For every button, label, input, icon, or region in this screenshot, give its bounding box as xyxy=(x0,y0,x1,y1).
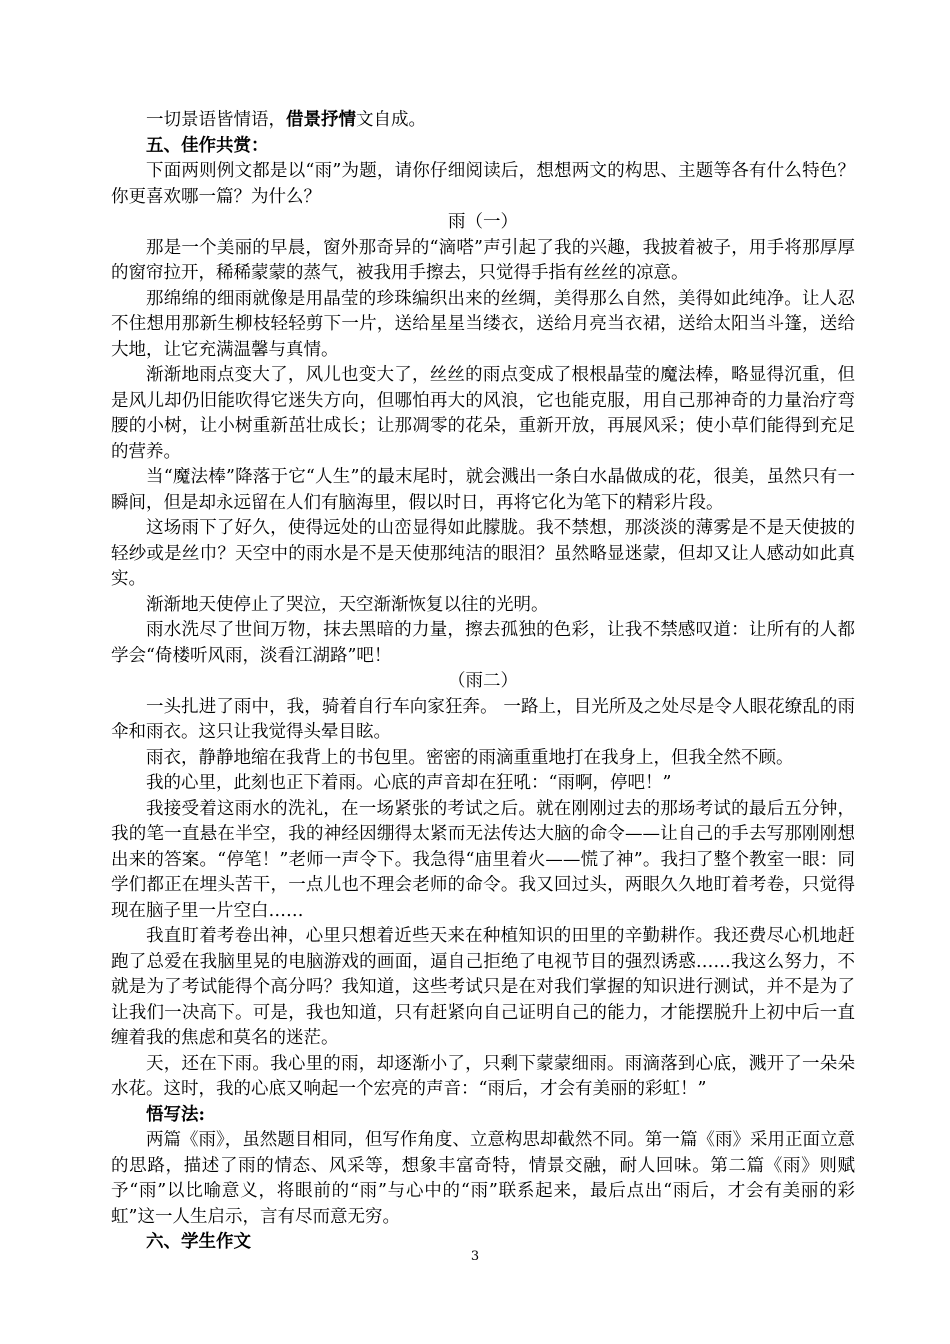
essay2-paragraph: 我的心里，此刻也正下着雨。心底的声音却在狂吼：“雨啊，停吧！” xyxy=(146,773,672,793)
essay1-paragraph: 那绵绵的细雨就像是用晶莹的珍珠编织出来的丝绸，美得那么自然，美得如此纯净。让人忍不住想用那新生柳枝轻轻剪下一片，送给星星当缕衣，送给月亮当衣裙，送给太阳当斗篷，送给大地，让它充满温馨与真情。 xyxy=(111,288,855,360)
section6-heading: 六、学生作文 xyxy=(146,1232,251,1252)
essay1-paragraph: 当“魔法棒”降落于它“人生”的最末尾时，就会溅出一条白水晶做成的花，很美，虽然只有一瞬间，但是却永远留在人们有脑海里，假以时日，再将它化为笔下的精彩片段。 xyxy=(111,467,855,513)
intro-line xyxy=(111,108,855,134)
essay1-paragraph: 渐渐地雨点变大了，风儿也变大了，丝丝的雨点变成了根根晶莹的魔法棒，略显得沉重，但是风儿却仍旧能吹得它迷失方向，但哪怕再大的风浪，它也能克服，用自己那神奇的力量治疗弯腰的小树，让小树重新茁壮成长；让那凋零的花朵，重新开放，再展风采；使小草们能得到充足的营养。 xyxy=(111,365,855,462)
essay1-title: 雨（一） xyxy=(448,212,518,232)
essay2-paragraph: 天，还在下雨。我心里的雨，却逐渐小了，只剩下蒙蒙细雨。雨滴落到心底，溅开了一朵朵水花。这时，我的心底又响起一个宏亮的声音：“雨后，才会有美丽的彩虹！” xyxy=(111,1053,855,1099)
essay1-paragraph: 那是一个美丽的早晨，窗外那奇异的“滴嗒”声引起了我的兴趣，我披着被子，用手将那厚厚的窗帘拉开，稀稀蒙蒙的蒸气，被我用手擦去，只觉得手指有丝丝的凉意。 xyxy=(111,237,855,283)
intro-text-after: 文自成。 xyxy=(356,110,426,130)
essay1-paragraph: 渐渐地天使停止了哭泣，天空渐渐恢复以往的光明。 xyxy=(146,594,549,615)
document-page xyxy=(111,108,855,1256)
method-text: 两篇《雨》，虽然题目相同，但写作角度、立意构思却截然不同。第一篇《雨》采用正面立意的思路，描述了雨的情态、风采等，想象丰富奇特，情景交融，耐人回味。第二篇《雨》则赋予“雨”以比喻意义，将眼前的“雨”与心中的“雨”联系起来，最后点出“雨后，才会有美丽的彩虹”这一人生启示，言有尽而意无穷。 xyxy=(111,1130,855,1227)
intro-text-before: 一切景语皆情语， xyxy=(146,110,286,130)
essay2-paragraph: 雨衣，静静地缩在我背上的书包里。密密的雨滴重重地打在我身上，但我全然不顾。 xyxy=(146,747,794,768)
essay1-paragraph: 雨水洗尽了世间万物，抹去黑暗的力量，擦去孤独的色彩，让我不禁感叹道：让所有的人都学会“倚楼听风雨，淡看江湖路”吧！ xyxy=(111,620,855,666)
section5-prompt: 下面两则例文都是以“雨”为题，请你仔细阅读后，想想两文的构思、主题等各有什么特色？你更喜欢哪一篇？为什么？ xyxy=(111,161,855,207)
essay1-paragraph: 这场雨下了好久，使得远处的山峦显得如此朦胧。我不禁想，那淡淡的薄雾是不是天使披的轻纱或是丝巾？天空中的雨水是不是天使那纯洁的眼泪？虽然略显迷蒙，但却又让人感动如此真实。 xyxy=(111,518,855,589)
page-number: 3 xyxy=(470,1249,480,1264)
essay2-paragraph: 我直盯着考卷出神，心里只想着近些天来在种植知识的田里的辛勤耕作。我还费尽心机地赶跑了总爱在我脑里晃的电脑游戏的画面，逼自己拒绝了电视节目的强烈诱惑……我这么努力，不就是为了考试能得个高分吗？我知道，这些考试只是在对我们掌握的知识进行测试，并不是为了让我们一决高下。可是，我也知道，只有赶紧向自己证明自己的能力，才能摆脱升上初中后一直缠着我的焦虑和莫名的迷茫。 xyxy=(111,926,855,1048)
essay2-paragraph: 我接受着这雨水的洗礼，在一场紧张的考试之后。就在刚刚过去的那场考试的最后五分钟，我的笔一直悬在半空，我的神经因绷得太紧而无法传达大脑的命令——让自己的手去写那刚刚想出来的答案。“停笔！”老师一声令下。我急得“庙里着火——慌了神”。我扫了整个教室一眼：同学们都正在埋头苦干，一点儿也不理会老师的命令。我又回过头，两眼久久地盯着考卷，只觉得现在脑子里一片空白…… xyxy=(111,798,855,921)
intro-text-bold: 借景抒情 xyxy=(286,110,356,130)
section5-heading: 五、佳作共赏： xyxy=(146,135,269,156)
essay2-paragraph: 一头扎进了雨中，我，骑着自行车向家狂奔。 一路上，目光所及之处尽是令人眼花缭乱的雨伞和雨衣。这只让我觉得头晕目眩。 xyxy=(111,696,855,742)
method-heading: 悟写法: xyxy=(146,1104,205,1125)
essay2-title: （雨二） xyxy=(448,671,518,691)
